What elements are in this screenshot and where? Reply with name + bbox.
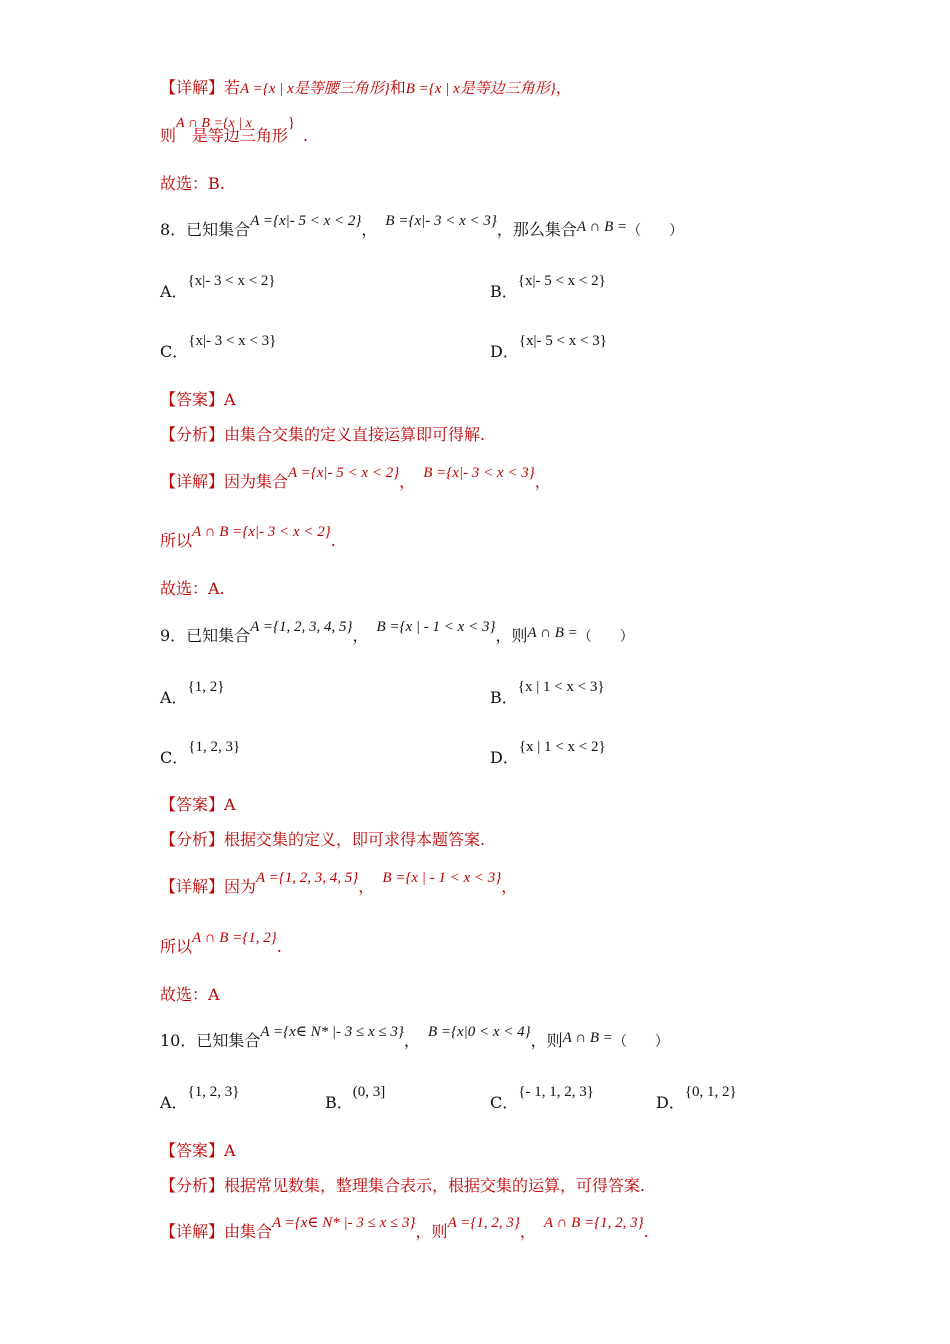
q10-detail-set-a: A ={x∈ N* |- 3 ≤ x ≤ 3} — [272, 1215, 416, 1231]
q7-conclusion: 则A ∩ B ={x | x是等边三角形}. — [160, 115, 309, 145]
q8-answer: 【答案】A — [160, 390, 236, 409]
q9-option-c[interactable]: C．{1, 2, 3} — [160, 739, 241, 767]
q8-set-a: A ={x|- 5 < x < 2} — [250, 213, 362, 229]
q8-option-c[interactable]: C．{x|- 3 < x < 3} — [160, 333, 277, 361]
q10-analysis: 【分析】根据常见数集，整理集合表示，根据交集的运算，可得答案. — [160, 1176, 646, 1195]
q10-option-c[interactable]: C．{- 1, 1, 2, 3} — [490, 1084, 594, 1112]
q9-detail: 【详解】因为A ={1, 2, 3, 4, 5}， B ={x | - 1 < x < 3}， — [160, 870, 518, 896]
q10-detail-intersection: A ∩ B ={1, 2, 3} — [543, 1215, 644, 1231]
q9-set-b: B ={x | - 1 < x < 3} — [376, 619, 496, 635]
q8-detail-set-a: A ={x|- 5 < x < 2} — [288, 465, 400, 481]
q9-analysis: 【分析】根据交集的定义，即可求得本题答案. — [160, 830, 486, 849]
q7-choose: 故选：B. — [160, 174, 225, 193]
q10-option-b[interactable]: B．(0, 3] — [325, 1084, 386, 1112]
q9-conclusion: 所以A ∩ B ={1, 2}. — [160, 930, 282, 956]
q10-set-b: B ={x|0 < x < 4} — [427, 1024, 531, 1040]
q8-option-a[interactable]: A．{x|- 3 < x < 2} — [160, 273, 276, 301]
q10-option-d[interactable]: D．{0, 1, 2} — [656, 1084, 737, 1112]
q9-option-d[interactable]: D．{x | 1 < x < 2} — [490, 739, 606, 767]
q10-detail-set-a-simplified: A ={1, 2, 3} — [447, 1215, 520, 1231]
q10-set-a: A ={x∈ N* |- 3 ≤ x ≤ 3} — [260, 1024, 404, 1040]
q10-expr: A ∩ B = — [562, 1030, 613, 1046]
math-set-a: A ={x | x是等腰三角形} — [240, 81, 390, 97]
q10-detail: 【详解】由集合A ={x∈ N* |- 3 ≤ x ≤ 3}，则A ={1, 2, 3}， A ∩ B ={1, 2, 3}. — [160, 1215, 649, 1241]
math-set-b: B ={x | x是等边三角形} — [405, 81, 556, 97]
q8-set-b: B ={x|- 3 < x < 3} — [385, 213, 497, 229]
detail-tag: 【详解】 — [160, 78, 225, 97]
q10-stem: 10．已知集合A ={x∈ N* |- 3 ≤ x ≤ 3}， B ={x|0 < x < 4}，则A ∩ B =（ ） — [160, 1024, 669, 1050]
q7-detail: 【详解】若A ={x | x是等腰三角形}和B ={x | x是等边三角形}， — [160, 78, 572, 97]
q10-option-a[interactable]: A．{1, 2, 3} — [160, 1084, 240, 1112]
q9-answer: 【答案】A — [160, 795, 236, 814]
q9-detail-set-a: A ={1, 2, 3, 4, 5} — [256, 870, 359, 886]
q8-choose: 故选：A. — [160, 579, 225, 598]
q8-conclusion: 所以A ∩ B ={x|- 3 < x < 2}. — [160, 524, 336, 550]
q9-intersection: A ∩ B ={1, 2} — [192, 930, 277, 946]
q9-choose: 故选：A — [160, 985, 220, 1004]
q9-option-a[interactable]: A．{1, 2} — [160, 679, 225, 707]
q8-option-d[interactable]: D．{x|- 5 < x < 3} — [490, 333, 607, 361]
math-intersection: A ∩ B ={x | x — [176, 116, 252, 131]
q8-option-b[interactable]: B．{x|- 5 < x < 2} — [490, 273, 606, 301]
q8-intersection: A ∩ B ={x|- 3 < x < 2} — [192, 524, 331, 540]
q8-detail-set-b: B ={x|- 3 < x < 3} — [423, 465, 535, 481]
q8-stem: 8．已知集合A ={x|- 5 < x < 2}， B ={x|- 3 < x < 3}，那么集合A ∩ B =（ ） — [160, 213, 684, 239]
q8-expr: A ∩ B = — [576, 219, 628, 235]
q9-stem: 9．已知集合A ={1, 2, 3, 4, 5}， B ={x | - 1 < x < 3}，则A ∩ B =（ ） — [160, 619, 634, 645]
q8-analysis: 【分析】由集合交集的定义直接运算即可得解. — [160, 425, 486, 444]
q10-answer: 【答案】A — [160, 1141, 236, 1160]
q9-option-b[interactable]: B．{x | 1 < x < 3} — [490, 679, 605, 707]
q9-expr: A ∩ B = — [527, 625, 578, 641]
q9-detail-set-b: B ={x | - 1 < x < 3} — [382, 870, 502, 886]
q9-set-a: A ={1, 2, 3, 4, 5} — [250, 619, 353, 635]
q8-detail: 【详解】因为集合A ={x|- 5 < x < 2}， B ={x|- 3 < x < 3}， — [160, 465, 551, 491]
